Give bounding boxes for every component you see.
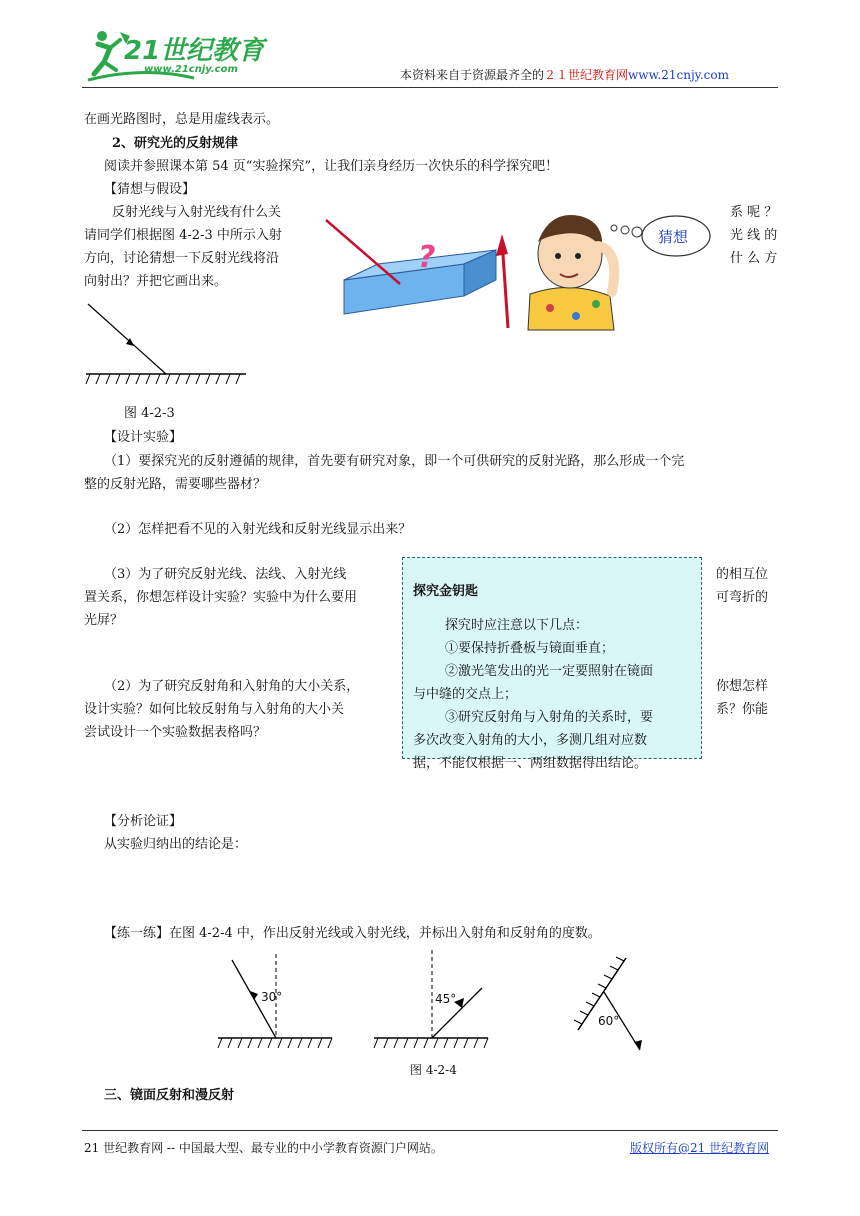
- conclusion-text: 从实验归纳出的结论是：: [104, 837, 248, 852]
- design-3-right-2: 可弯折的: [716, 590, 769, 605]
- key-box-line-3: ②激光笔发出的光一定要照射在镜面: [445, 664, 654, 679]
- thinking-boy-illustration: [480, 200, 720, 330]
- key-box-line-6: 多次改变入射角的大小，多测几组对应数: [413, 733, 648, 748]
- design-1-line-1: （1）要探究光的反射遵循的规律，首先要有研究对象，即一个可供研究的反射光路，那么形成一个完: [104, 454, 685, 469]
- footer-left-text: 21 世纪教育网 -- 中国最大型、最专业的中小学教育资源门户网站。: [84, 1141, 443, 1155]
- intro-text: 阅读并参照课本第 54 页“实验探究”，让我们亲身经历一次快乐的科学探究吧！: [104, 159, 559, 174]
- logo-url: www.21cnjy.com: [144, 64, 238, 75]
- hypothesis-line-3: 方向，讨论猜想一下反射光线将沿: [84, 251, 280, 266]
- design-4-line-2: 设计实验？如何比较反射角与入射角的大小关: [84, 702, 345, 717]
- hypothesis-right-3: 什 么 方: [730, 251, 778, 266]
- section-2-title: 2、研究光的反射规律: [112, 136, 239, 151]
- diagram-45-degrees: [374, 950, 488, 1048]
- key-box-line-4: 与中缝的交点上；: [413, 687, 518, 702]
- footer-divider: [82, 1130, 778, 1131]
- hypothesis-right-1: 系 呢 ？: [730, 205, 778, 220]
- header-note: [400, 66, 729, 83]
- hypothesis-line-2: 请同学们根据图 4-2-3 中所示入射: [84, 228, 282, 243]
- exploration-key-box: [402, 557, 702, 771]
- angle-label-30: 30°: [261, 990, 283, 1004]
- footer-copyright-link[interactable]: 版权所有@21 世纪教育网: [630, 1141, 770, 1155]
- text-dashed-note: 在画光路图时，总是用虚线表示。: [84, 112, 280, 127]
- thought-bubble-text: 猜想: [658, 228, 689, 246]
- question-mark: ?: [418, 240, 436, 275]
- design-heading: 【设计实验】: [104, 430, 183, 445]
- header-note-site[interactable]: ２１世纪教育网: [544, 68, 629, 82]
- header-note-prefix: 本资料来自于资源最齐全的: [400, 68, 545, 82]
- angle-label-45: 45°: [435, 992, 457, 1006]
- hypothesis-heading: 【猜想与假设】: [104, 182, 196, 197]
- figure-4-2-4-caption: 图 4-2-4: [410, 1063, 457, 1077]
- key-box-line-2: ①要保持折叠板与镜面垂直；: [445, 641, 615, 656]
- analysis-heading: 【分析论证】: [104, 814, 183, 829]
- design-3-line-3: 光屏？: [84, 613, 124, 628]
- header-note-url[interactable]: www.21cnjy.com: [628, 68, 729, 82]
- design-4-line-1: （2）为了研究反射角和入射角的大小关系，: [104, 679, 360, 694]
- design-3-line-1: （3）为了研究反射光线、法线、入射光线: [104, 567, 347, 582]
- hypothesis-line-4: 向射出？并把它画出来。: [84, 274, 228, 289]
- diagram-60-degrees: [574, 957, 642, 1050]
- section-3-title: 三、镜面反射和漫反射: [104, 1088, 235, 1103]
- hypothesis-line-1: 反射光线与入射光线有什么关: [112, 205, 282, 220]
- key-box-title: 探究金钥匙: [413, 584, 479, 599]
- angle-label-60: 60°: [598, 1014, 620, 1028]
- design-4-line-3: 尝试设计一个实验数据表格吗？: [84, 725, 267, 740]
- figure-4-2-3-diagram: [84, 298, 254, 390]
- design-2: （2）怎样把看不见的入射光线和反射光线显示出来？: [104, 522, 412, 537]
- design-3-line-2: 置关系，你想怎样设计实验？实验中为什么要用: [84, 590, 358, 605]
- glass-block-illustration: [320, 200, 480, 330]
- figure-4-2-3-caption: 图 4-2-3: [124, 406, 175, 421]
- hypothesis-right-2: 光 线 的: [730, 228, 778, 243]
- key-box-line-7: 据，不能仅根据一、两组数据得出结论。: [413, 756, 648, 771]
- design-4-right-2: 系？你能: [716, 702, 769, 717]
- design-3-right-1: 的相互位: [716, 567, 769, 582]
- practice-text: 【练一练】在图 4-2-4 中，作出反射光线或入射光线，并标出入射角和反射角的度数。: [104, 926, 601, 941]
- logo-text: 21世纪教育: [124, 36, 265, 66]
- key-box-line-5: ③研究反射角与入射角的关系时，要: [445, 710, 654, 725]
- design-1-line-2: 整的反射光路，需要哪些器材？: [84, 477, 267, 492]
- key-box-line-1: 探究时应注意以下几点：: [445, 618, 589, 633]
- design-4-right-1: 你想怎样: [716, 679, 769, 694]
- header-divider: [82, 87, 778, 88]
